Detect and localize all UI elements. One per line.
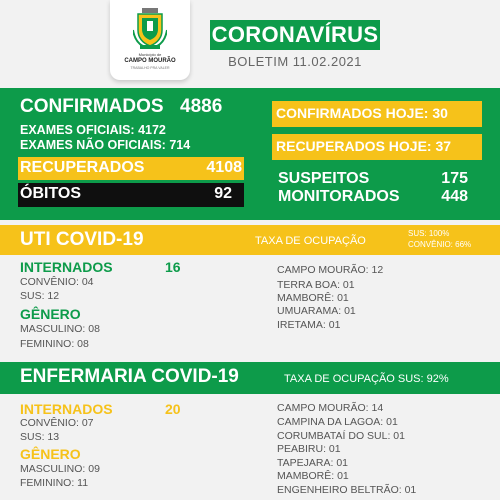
uti-internados-value: 16 xyxy=(165,259,181,275)
enfermaria-city-item: ENGENHEIRO BELTRÃO: 01 xyxy=(277,484,417,496)
obitos-label: ÓBITOS xyxy=(20,185,82,202)
enfermaria-internados-value: 20 xyxy=(165,401,181,417)
enfermaria-convenio: CONVÊNIO: 07 xyxy=(20,417,94,429)
enfermaria-city-item: MAMBORÊ: 01 xyxy=(277,470,349,482)
confirmados-label: CONFIRMADOS xyxy=(20,96,164,117)
monitorados-value: 448 xyxy=(441,188,468,205)
logo-slogan: TRABALHO PRA VALER xyxy=(130,66,170,70)
uti-convenio: CONVÊNIO: 04 xyxy=(20,276,94,288)
enfermaria-city-item: CAMPINA DA LAGOA: 01 xyxy=(277,416,398,428)
enfermaria-feminino: FEMININO: 11 xyxy=(20,477,89,489)
enfermaria-sus: SUS: 13 xyxy=(20,431,60,443)
enfermaria-title: ENFERMARIA COVID-19 xyxy=(20,366,239,387)
uti-internados-label: INTERNADOS xyxy=(20,259,113,275)
uti-taxa-convenio: CONVÊNIO: 66% xyxy=(408,240,472,249)
uti-city-item: UMUARAMA: 01 xyxy=(277,305,356,317)
enfermaria-taxa: TAXA DE OCUPAÇÃO SUS: 92% xyxy=(284,373,449,385)
logo-city-name: CAMPO MOURÃO xyxy=(124,58,176,64)
suspeitos-value: 175 xyxy=(441,170,468,187)
recuperados-value: 4108 xyxy=(206,159,242,176)
uti-city-item: IRETAMA: 01 xyxy=(277,319,341,331)
uti-genero-label: GÊNERO xyxy=(20,306,81,322)
bulletin-date: BOLETIM 11.02.2021 xyxy=(228,54,362,69)
uti-city-item: MAMBORÊ: 01 xyxy=(277,292,349,304)
coat-of-arms-icon xyxy=(133,8,167,50)
uti-city-item: TERRA BOA: 01 xyxy=(277,279,355,291)
uti-title: UTI COVID-19 xyxy=(20,229,144,250)
monitorados-label: MONITORADOS xyxy=(278,188,400,205)
enfermaria-masculino: MASCULINO: 09 xyxy=(20,463,100,475)
municipality-logo-card xyxy=(110,0,190,80)
exames-oficiais: EXAMES OFICIAIS: 4172 xyxy=(20,123,166,137)
obitos-value: 92 xyxy=(214,185,232,202)
enfermaria-genero-label: GÊNERO xyxy=(20,446,81,462)
uti-taxa-sus: SUS: 100% xyxy=(408,229,450,238)
uti-masculino: MASCULINO: 08 xyxy=(20,323,100,335)
recuperados-label: RECUPERADOS xyxy=(20,159,145,176)
recuperados-hoje: RECUPERADOS HOJE: 37 xyxy=(276,138,452,154)
enfermaria-city-item: CAMPO MOURÃO: 14 xyxy=(277,402,384,414)
uti-city-item: CAMPO MOURÃO: 12 xyxy=(277,264,384,276)
enfermaria-internados-label: INTERNADOS xyxy=(20,401,113,417)
confirmados-value: 4886 xyxy=(180,96,223,117)
confirmados-hoje: CONFIRMADOS HOJE: 30 xyxy=(276,105,448,121)
enfermaria-city-item: PEABIRU: 01 xyxy=(277,443,341,455)
uti-sus: SUS: 12 xyxy=(20,290,60,302)
logo-municipio-text: Município de xyxy=(138,52,162,57)
enfermaria-city-item: CORUMBATAÍ DO SUL: 01 xyxy=(277,430,405,442)
suspeitos-label: SUSPEITOS xyxy=(278,170,370,187)
exames-nao-oficiais: EXAMES NÃO OFICIAIS: 714 xyxy=(20,138,191,152)
uti-taxa-label: TAXA DE OCUPAÇÃO xyxy=(255,235,366,247)
enfermaria-city-item: TAPEJARA: 01 xyxy=(277,457,348,469)
uti-feminino: FEMININO: 08 xyxy=(20,338,89,350)
page-title: CORONAVÍRUS xyxy=(211,22,379,47)
